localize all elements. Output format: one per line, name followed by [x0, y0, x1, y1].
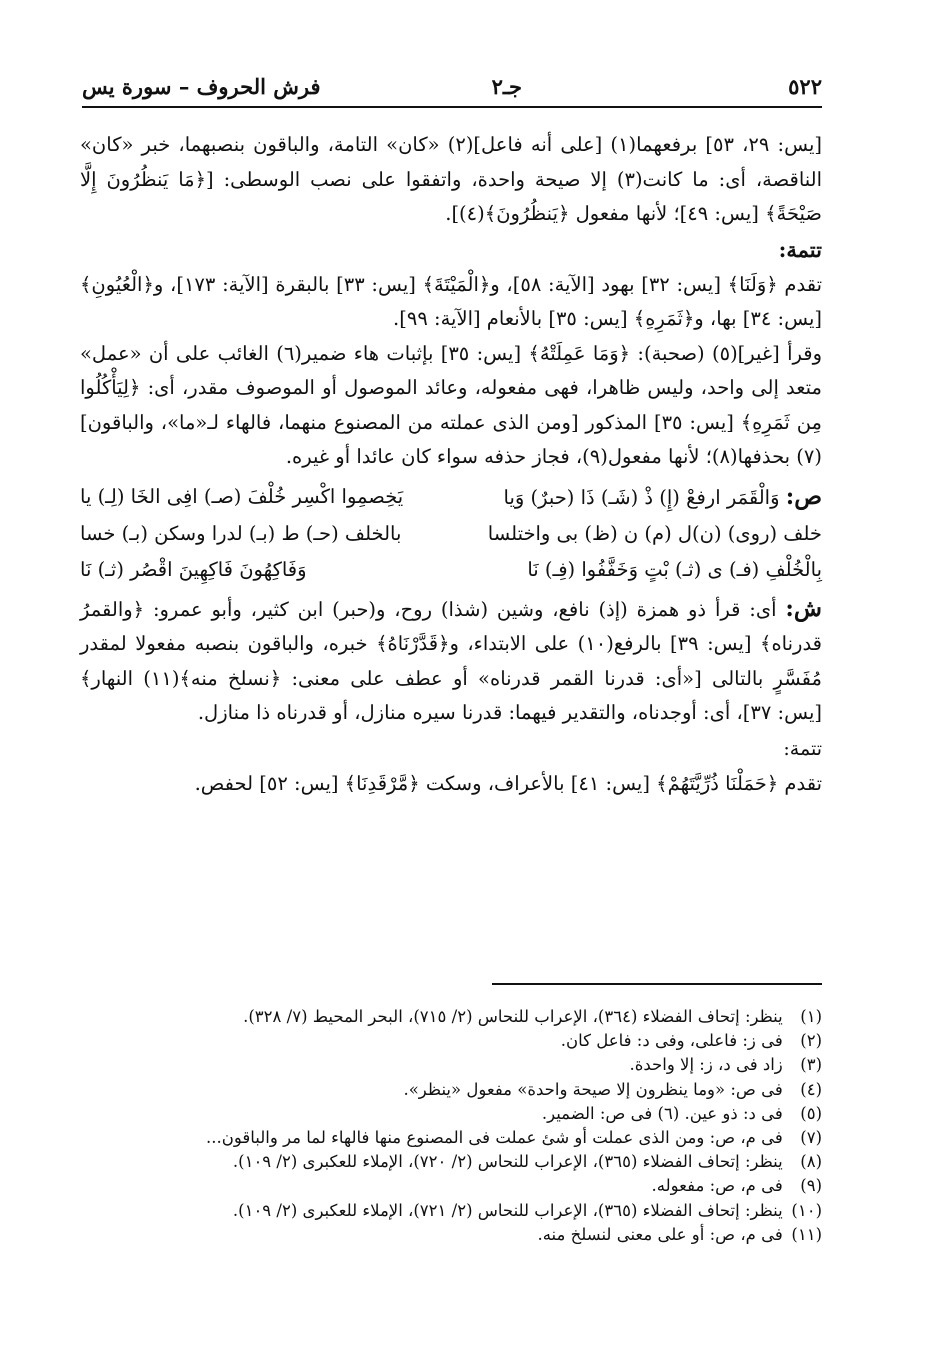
footnotes — [80, 1005, 822, 1271]
footnote — [80, 1078, 822, 1102]
footnote — [80, 1247, 822, 1271]
verse-hemistich-right: بِالْخُلْفِ (فـ) ى (ثـ) بْتٍ وَخَفَّفُوا (فِـ) نَا — [527, 557, 822, 581]
running-header — [82, 70, 822, 108]
footnote-text: ينظر: إتحاف الفضلاء (٣٦٥)، الإعراب للنحاس (٢/ ٧٢٠)، الإملاء للعكبرى (٢/ ١٠٩). — [232, 1152, 783, 1172]
footnote-number: (٧) — [800, 1128, 822, 1148]
verse-hemistich-right — [504, 479, 822, 516]
volume-number: جـ٢ — [491, 74, 522, 99]
footnote-text: ينظر: إتحاف الفضلاء (٣٦٤)، الإعراب للنحاس (٢/ ٧١٥)، البحر المحيط (٧/ ٣٢٨). — [243, 1007, 783, 1026]
paragraph-5: تقدم ﴿حَمَلْنَا ذُرِّيَّتَهُمْ﴾ [يس: ٤١] بالأعراف، وسكت ﴿مَّرْقَدِنَا﴾ [يس: ٥٢] لحفص. — [194, 771, 822, 795]
footnote — [80, 1150, 822, 1174]
footnote-number: (١) — [800, 1007, 822, 1026]
verse-block — [80, 479, 822, 588]
verse-text: وَالْقَمَر ارفعْ (إِ) ذْ (شَـ) ذَا (حبرٌ) وَيا — [503, 485, 780, 509]
footnote-number: (٨) — [800, 1152, 822, 1172]
footnote-number: (٤) — [800, 1079, 822, 1099]
completion-heading-1: تتمة: — [778, 236, 822, 262]
footnote-text: ينظر: إتحاف الفضلاء (٣٦٥)، الإعراب للنحاس (٢/ ٧٢١)، الإملاء للعكبرى (٢/ ١٠٩). — [232, 1200, 783, 1220]
completion-heading-2: تتمة: — [783, 737, 822, 760]
page-number: ٥٢٢ — [788, 74, 822, 99]
commentary-paragraph — [80, 592, 822, 731]
footnote-number: (٥) — [800, 1103, 822, 1123]
footnote-number: (١٠) — [791, 1200, 822, 1220]
verse-hemistich-left: وَفَاكِهُونَ فَاكِهِينَ اقْصُر (ثـ) نَا — [80, 557, 307, 581]
verse-row-1 — [80, 479, 822, 516]
footnote-text: فى م، ص: أو على معنى لنسلخ منه. — [537, 1224, 783, 1244]
paragraph-2: تقدم ﴿وَلَنَا﴾ [يس: ٣٢] بهود [الآية: ٥٨]، و﴿الْمَيْتَةَ﴾ [يس: ٣٣] بالبقرة [الآية: ١٧٣]، و﴿الْعُيُونِ﴾ [يس: ٣٤] بها، و﴿ثَمَرِهِ﴾ [يس: ٣٥] بالأنعام [الآية: ٩٩]. — [80, 272, 823, 330]
footnote — [80, 1053, 822, 1077]
footnote-divider — [492, 983, 822, 985]
commentary-label: ش: — [785, 594, 822, 622]
footnote-text: زاد فى د، ز: إلا واحدة. — [629, 1055, 783, 1075]
footnote-number: (٢) — [800, 1031, 822, 1051]
footnote-text: فى م، ص: ومن الذى عملت أو شئ عملت فى المصنوع منها فالهاء لما مر والباقون... — [205, 1128, 783, 1148]
footnote-number: (١١) — [791, 1224, 822, 1244]
paragraph-1: [يس: ٢٩، ٥٣] برفعهما(١) [على أنه فاعل](٢) «كان» التامة، والباقون بنصبهما، خبر «كان» الناقصة، أى: ما كانت(٣) إلا صيحة واحدة، واتفقوا على نصب الوسطى: [﴿مَا يَنظُرُونَ إِلَّا صَيْحَةً﴾ [يس: ٤٩]؛ لأنها مفعول ﴿يَنظُرُونَ﴾(٤)]. — [80, 133, 822, 225]
verse-row-2 — [80, 516, 822, 552]
footnote-number: (٣) — [800, 1055, 822, 1075]
verse-hemistich-right: خلف (روى) (ن)ل (م) ن (ظ) بى واختلسا — [487, 521, 822, 545]
main-text — [80, 128, 822, 801]
footnote — [80, 1199, 822, 1223]
footnote — [80, 1029, 822, 1053]
section-title: فرش الحروف – سورة يس — [82, 74, 321, 99]
footnote-text: فى د: ذو عين. (٦) فى ص: الضمير. — [541, 1103, 783, 1123]
verse-row-3 — [80, 552, 822, 588]
verse-hemistich-left: بالخلف (حـ) ط (بـ) لدرا وسكن (بـ) خسا — [80, 521, 402, 545]
footnote-text: فى ز: فاعلى، وفى د: فاعل كان. — [560, 1031, 783, 1051]
footnote — [80, 1126, 822, 1150]
footnote-text: فى م، ص: مفعوله. — [651, 1176, 783, 1196]
footnote-number: (٩) — [800, 1176, 822, 1196]
footnote — [80, 1102, 822, 1126]
paragraph-3: وقرأ [غير](٥) (صحبة): ﴿وَمَا عَمِلَتْهُ﴾ [يس: ٣٥] بإثبات هاء ضمير(٦) الغائب على أن «عمل» متعد إلى واحد، وليس ظاهرا، فهى مفعوله، وعائد الموصول أو الموصوف مقدر، أى: ﴿لِيَأْكُلُوا مِن ثَمَرِهِ﴾ [يس: ٣٥] المذكور [ومن الذى عملته من المصنوع منهما، فالهاء لـ«ما»، والباقون](٧) بحذفها(٨)؛ لأنها مفعول(٩)، فجاز حذفه سواء كان عائدا أو غيره. — [80, 341, 822, 468]
footnote-text: فى ص: «وما ينظرون إلا صيحة واحدة» مفعول «ينظر». — [403, 1079, 783, 1099]
footnote — [80, 1174, 822, 1198]
footnote — [80, 1223, 822, 1247]
commentary-text: أى: قرأ ذو همزة (إذ) نافع، وشين (شذا) روح، و(حبر) ابن كثير، وأبو عمرو: ﴿والقمرُ قدرناه﴾ [يس: ٣٩] بالرفع(١٠) على الابتداء، و﴿قَدَّرْنَاهُ﴾ خبره، والباقون بنصبه مفعولا لمقدر مُفَسَّرٍ بالتالى [«أى: قدرنا القمر قدرناه» أو عطف على معنى: ﴿نسلخ منه﴾(١١) النهار﴾ [يس: ٣٧]، أى: أوجدناه، والتقدير فيهما: قدرنا سيره منازل، أو قدرناه ذا منازل. — [80, 597, 822, 724]
verse-hemistich-left: يَخِصمِوا اكْسِر خُلْفَ (صـ) افِى الخَا (لِـ) يا — [80, 484, 404, 508]
footnote — [80, 1005, 822, 1029]
verse-label: ص: — [785, 482, 822, 510]
